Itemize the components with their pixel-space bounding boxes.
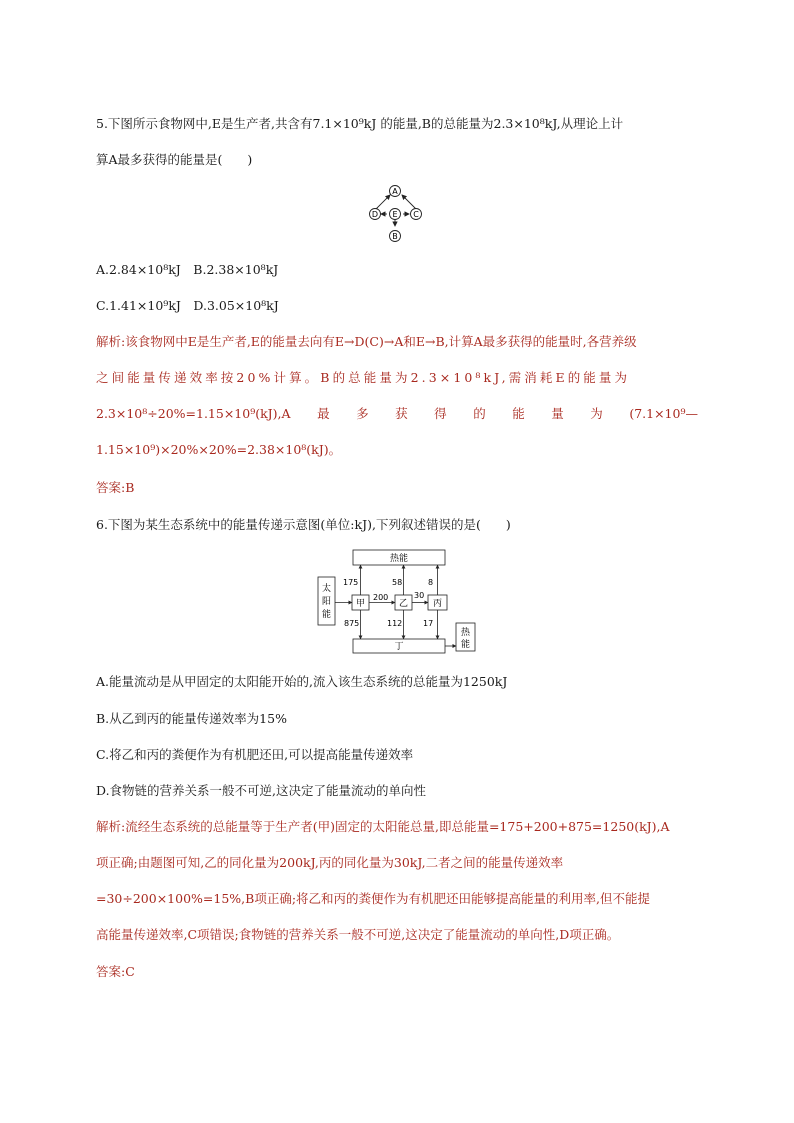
q5-answer: 答案:B [96, 480, 135, 495]
heat-right-box [456, 623, 475, 651]
q5-analysis-word: 的 [473, 406, 486, 421]
label-58: 58 [392, 578, 403, 587]
q6-analysis-line-1: 解析:流经生态系统的总能量等于生产者(甲)固定的太阳能总量,即总能量=175+200+875=1250(kJ),A [96, 819, 670, 834]
q5-analysis-line-3 [96, 406, 698, 422]
q5-analysis-word: 最 [317, 406, 330, 421]
node-d [370, 209, 381, 220]
q5-analysis-line-4: 1.15×10⁹)×20%×20%=2.38×10⁸(kJ)。 [96, 442, 342, 457]
q5-analysis-line-1: 解析:该食物网中E是生产者,E的能量去向有E→D(C)→A和E→B,计算A最多获得的能量时,各营养级 [96, 334, 637, 349]
q6-option-b: B.从乙到丙的能量传递效率为15% [96, 711, 287, 726]
heat-top-box [353, 550, 445, 565]
q5-options-cd: C.1.41×10⁹kJ D.3.05×10⁸kJ [96, 298, 279, 313]
svg-text:E: E [392, 210, 398, 219]
q5-options-ab: A.2.84×10⁸kJ B.2.38×10⁸kJ [96, 262, 279, 277]
node-b [390, 231, 401, 242]
q5-analysis-line-2: 之间能量传递效率按20%计算。B的总能量为2.3×10⁸kJ,需消耗E的能量为 [96, 370, 631, 385]
q6-answer: 答案:C [96, 964, 135, 979]
node-a [390, 186, 401, 197]
label-8: 8 [428, 578, 434, 587]
food-web-diagram [366, 183, 428, 245]
q5-analysis-word: 多 [356, 406, 369, 421]
q5-analysis-word: 获 [395, 406, 408, 421]
svg-text:D: D [371, 210, 379, 219]
label-200: 200 [373, 593, 389, 602]
svg-text:热: 热 [460, 628, 471, 638]
label-17: 17 [423, 619, 434, 628]
svg-text:阳: 阳 [321, 597, 332, 607]
svg-text:太: 太 [321, 584, 332, 594]
q6-analysis-line-4: 高能量传递效率,C项错误;食物链的营养关系一般不可逆,这决定了能量流动的单向性,D项正确。 [96, 927, 620, 942]
svg-text:C: C [413, 210, 419, 219]
q5-analysis-word: 量 [551, 406, 564, 421]
label-112: 112 [387, 619, 403, 628]
svg-text:丁: 丁 [394, 642, 404, 652]
q6-analysis-line-2: 项正确;由题图可知,乙的同化量为200kJ,丙的同化量为30kJ,二者之间的能量传递效率 [96, 855, 564, 870]
q5-analysis-word: 得 [434, 406, 447, 421]
label-30: 30 [414, 591, 425, 600]
energy-flow-diagram [315, 547, 485, 657]
ding-box [353, 639, 445, 653]
bing-box [428, 595, 447, 610]
node-c [411, 209, 422, 220]
svg-text:丙: 丙 [432, 599, 443, 609]
svg-text:甲: 甲 [355, 599, 366, 609]
svg-text:能: 能 [460, 640, 471, 650]
q5-stem-line-2: 算A最多获得的能量是( ) [96, 152, 253, 167]
q6-option-c: C.将乙和丙的粪便作为有机肥还田,可以提高能量传递效率 [96, 747, 414, 762]
q6-analysis-line-3: =30÷200×100%=15%,B项正确;将乙和丙的粪便作为有机肥还田能够提高能量的利用率,但不能提 [96, 891, 651, 906]
q5-analysis-word: 能 [512, 406, 525, 421]
q5-analysis-3c: (7.1×10⁹— [629, 406, 698, 421]
svg-text:乙: 乙 [398, 599, 409, 609]
sun-box [318, 577, 335, 625]
q5-analysis-3a: 2.3×10⁸÷20%=1.15×10⁹(kJ),A [96, 406, 291, 421]
q6-option-a: A.能量流动是从甲固定的太阳能开始的,流入该生态系统的总能量为1250kJ [96, 674, 508, 689]
q5-analysis-word: 为 [590, 406, 603, 421]
node-e [390, 209, 401, 220]
q5-stem-line-1: 5.下图所示食物网中,E是生产者,共含有7.1×10⁹kJ 的能量,B的总能量为2.3×10⁸kJ,从理论上计 [96, 116, 624, 131]
svg-text:B: B [392, 232, 398, 241]
q6-stem: 6.下图为某生态系统中的能量传递示意图(单位:kJ),下列叙述错误的是( ) [96, 517, 511, 532]
yi-box [395, 595, 412, 610]
q6-option-d: D.食物链的营养关系一般不可逆,这决定了能量流动的单向性 [96, 783, 427, 798]
svg-text:A: A [392, 187, 398, 196]
label-875: 875 [344, 619, 360, 628]
label-175: 175 [343, 578, 359, 587]
svg-text:热能: 热能 [389, 554, 409, 564]
jia-box [352, 595, 369, 610]
svg-text:能: 能 [321, 610, 332, 620]
